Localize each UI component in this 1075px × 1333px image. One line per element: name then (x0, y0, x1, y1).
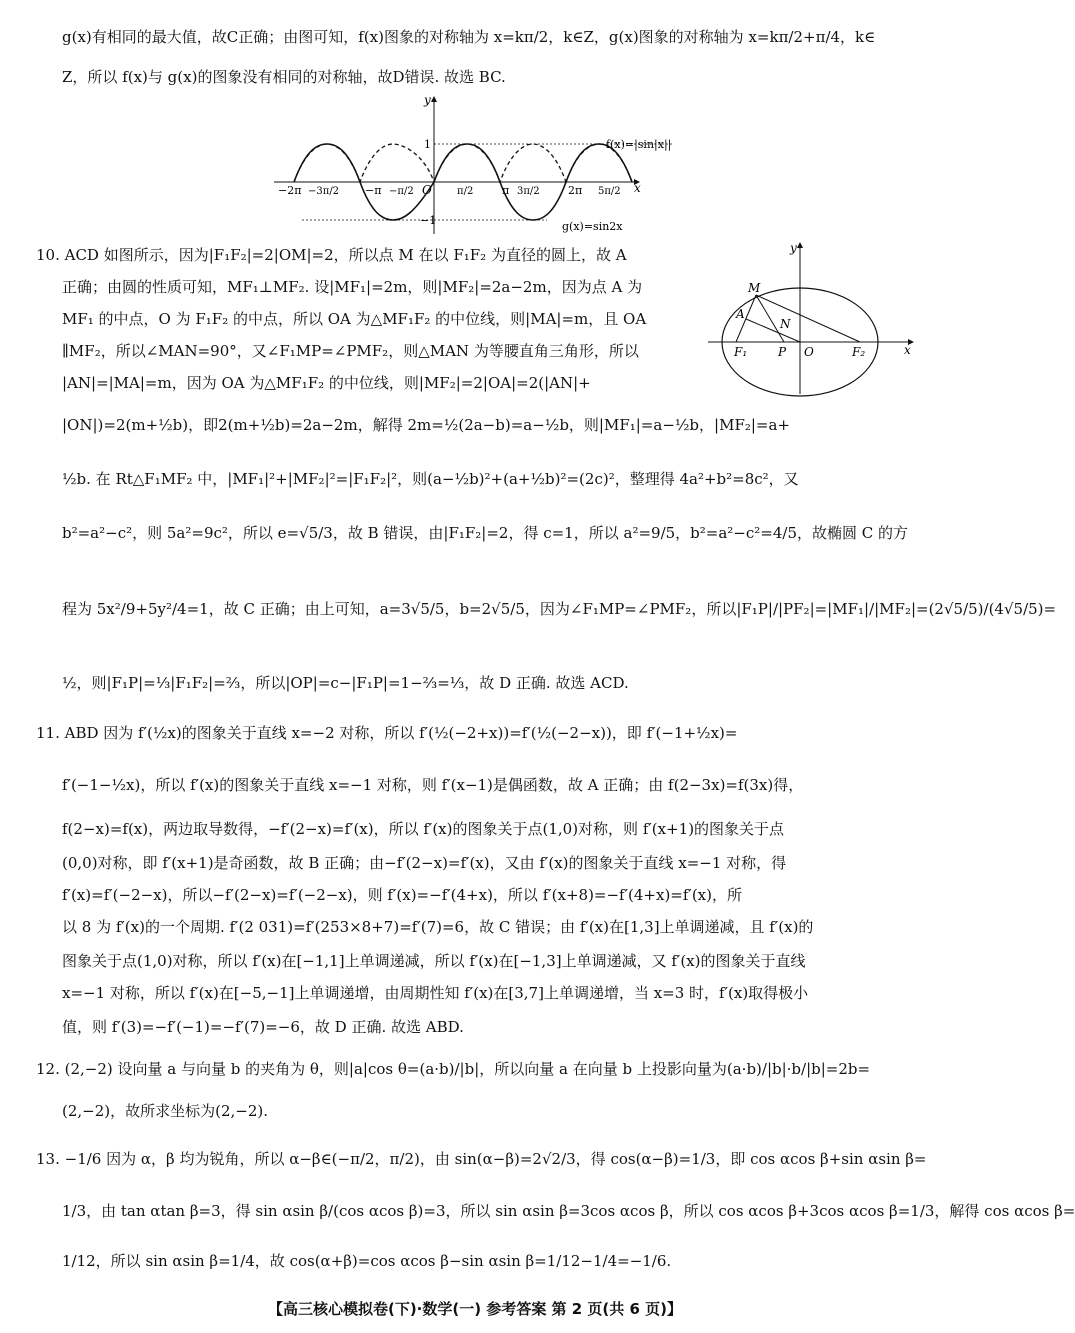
x-tick: π (502, 184, 510, 197)
x-tick: π/2 (457, 186, 474, 197)
text-line: 以 8 为 f′(x)的一个周期. f′(2 031)=f′(253×8+7)=f′(7)=6，故 C 错误；由 f′(x)在[1,3]上单调递减，且 f′(x)的 (62, 918, 814, 936)
trig-graph-figure (272, 92, 682, 238)
text-line: ∥MF₂，所以∠MAN=90°，又∠F₁MP=∠PMF₂，则△MAN 为等腰直角三角形，所以 (62, 342, 639, 360)
ellipse-figure (704, 238, 918, 396)
x-tick: 2π (568, 184, 583, 197)
text-line: Z，所以 f(x)与 g(x)的图象没有相同的对称轴，故D错误. 故选 BC. (62, 68, 506, 86)
x-tick: 5π/2 (598, 186, 621, 197)
x-axis-label: x (634, 181, 641, 195)
text-line: g(x)有相同的最大值，故C正确；由图可知，f(x)图象的对称轴为 x=kπ/2，k∈Z，g(x)图象的对称轴为 x=kπ/2+π/4，k∈ (62, 28, 876, 46)
text-line: (0,0)对称，即 f′(x+1)是奇函数，故 B 正确；由−f′(2−x)=f′(x)，又由 f′(x)的图象关于直线 x=−1 对称，得 (62, 854, 787, 872)
text-line: 1/3，由 tan αtan β=3，得 sin αsin β/(cos αcos β)=3，所以 sin αsin β=3cos αcos β，所以 cos αcos β+3cos αcos β=1/3，解得 cos αcos β= (62, 1202, 1075, 1220)
text-line: b²=a²−c²，则 5a²=9c²，所以 e=√5/3，故 B 错误，由|F₁F₂|=2，得 c=1，所以 a²=9/5，b²=a²−c²=4/5，故椭圆 C 的方 (62, 524, 909, 542)
page-footer: 【高三核心模拟卷(下)·数学(一) 参考答案 第 2 页(共 6 页)】 (267, 1300, 683, 1318)
y-axis-label: y (424, 93, 431, 107)
segment-MF2 (756, 295, 860, 342)
x-tick: 3π/2 (517, 186, 540, 197)
f-curve-label: f(x)=|sin|x|| (606, 138, 672, 151)
segment-AO (746, 319, 800, 342)
x-tick: −π/2 (389, 186, 414, 197)
text-line: 程为 5x²/9+5y²/4=1，故 C 正确；由上可知，a=3√5/5，b=2√5/5，因为∠F₁MP=∠PMF₂，所以|F₁P|/|PF₂|=|MF₁|/|MF₂|=(2√5/5)/(4√5/5)= (62, 600, 1057, 618)
y-tick-neg1: −1 (420, 214, 437, 227)
text-line: |AN|=|MA|=m，因为 OA 为△MF₁F₂ 的中位线，则|MF₂|=2|OA|=2(|AN|+ (62, 374, 591, 392)
text-line: 图象关于点(1,0)对称，所以 f′(x)在[−1,1]上单调递减，所以 f′(x)在[−1,3]上单调递减，又 f′(x)的图象关于直线 (62, 952, 806, 970)
text-line: f′(−1−½x)，所以 f′(x)的图象关于直线 x=−1 对称，则 f′(x−1)是偶函数，故 A 正确；由 f(2−3x)=f(3x)得， (62, 776, 804, 794)
point-A: A (736, 307, 745, 321)
text-line: x=−1 对称，所以 f′(x)在[−5,−1]上单调递增，由周期性知 f′(x)在[3,7]上单调递增，当 x=3 时，f′(x)取得极小 (62, 984, 809, 1002)
y-axis-arrow (797, 242, 803, 248)
text-line: MF₁ 的中点，O 为 F₁F₂ 的中点，所以 OA 为△MF₁F₂ 的中位线，则|MA|=m，且 OA (62, 310, 647, 328)
point-O: O (804, 345, 814, 359)
text-line: f(2−x)=f(x)，两边取导数得，−f′(2−x)=f′(x)，所以 f′(x)的图象关于点(1,0)对称，则 f′(x+1)的图象关于点 (62, 820, 785, 838)
text-line: 13. −1/6 因为 α，β 均为锐角，所以 α−β∈(−π/2，π/2)，由 sin(α−β)=2√2/3，得 cos(α−β)=1/3，即 cos αcos β+sin αsin β= (36, 1150, 927, 1168)
point-N: N (780, 317, 791, 331)
y-axis-label: y (790, 241, 797, 255)
text-line: 11. ABD 因为 f′(½x)的图象关于直线 x=−2 对称，所以 f′(½(−2+x))=f′(½(−2−x))，即 f′(−1+½x)= (36, 724, 738, 742)
text-line: |ON|)=2(m+½b)，即2(m+½b)=2a−2m，解得 2m=½(2a−b)=a−½b，则|MF₁|=a−½b，|MF₂|=a+ (62, 416, 790, 434)
point-P: P (778, 345, 787, 359)
text-line: (2,−2)，故所求坐标为(2,−2). (62, 1102, 269, 1120)
point-M: M (748, 281, 761, 295)
text-line: 1/12，所以 sin αsin β=1/4，故 cos(α+β)=cos αcos β−sin αsin β=1/12−1/4=−1/6. (62, 1252, 672, 1270)
g-curve-label: g(x)=sin2x (562, 220, 623, 233)
y-axis-arrow (431, 96, 437, 102)
origin-label: O (422, 183, 432, 197)
text-line: 10. ACD 如图所示，因为|F₁F₂|=2|OM|=2，所以点 M 在以 F₁F₂ 为直径的圆上，故 A (36, 246, 627, 264)
text-line: f′(x)=f′(−2−x)，所以−f′(2−x)=f′(−2−x)，则 f′(x)=−f′(4+x)，所以 f′(x+8)=−f′(4+x)=f′(x)，所 (62, 886, 742, 904)
x-tick: −π (365, 184, 382, 197)
text-line: 正确；由圆的性质可知，MF₁⊥MF₂. 设|MF₁|=2m，则|MF₂|=2a−2m，因为点 A 为 (62, 278, 643, 296)
y-tick-1: 1 (424, 138, 431, 151)
x-tick: −2π (278, 184, 302, 197)
point-F2: F₂ (852, 345, 866, 359)
text-line: 12. (2,−2) 设向量 a 与向量 b 的夹角为 θ，则|a|cos θ=(a·b)/|b|，所以向量 a 在向量 b 上投影向量为(a·b)/|b|·b/|b|=2b= (36, 1060, 871, 1078)
text-line: ½b. 在 Rt△F₁MF₂ 中，|MF₁|²+|MF₂|²=|F₁F₂|²，则(a−½b)²+(a+½b)²=(2c)²，整理得 4a²+b²=8c²，又 (62, 470, 799, 488)
point-F1: F₁ (734, 345, 748, 359)
x-tick: −3π/2 (308, 186, 340, 197)
x-axis-label: x (904, 343, 911, 357)
f-curve (294, 144, 632, 182)
text-line: 值，则 f′(3)=−f′(−1)=−f′(7)=−6，故 D 正确. 故选 ABD. (62, 1018, 464, 1036)
text-line: ½，则|F₁P|=⅓|F₁F₂|=⅔，所以|OP|=c−|F₁P|=1−⅔=⅓，故 D 正确. 故选 ACD. (62, 674, 629, 692)
